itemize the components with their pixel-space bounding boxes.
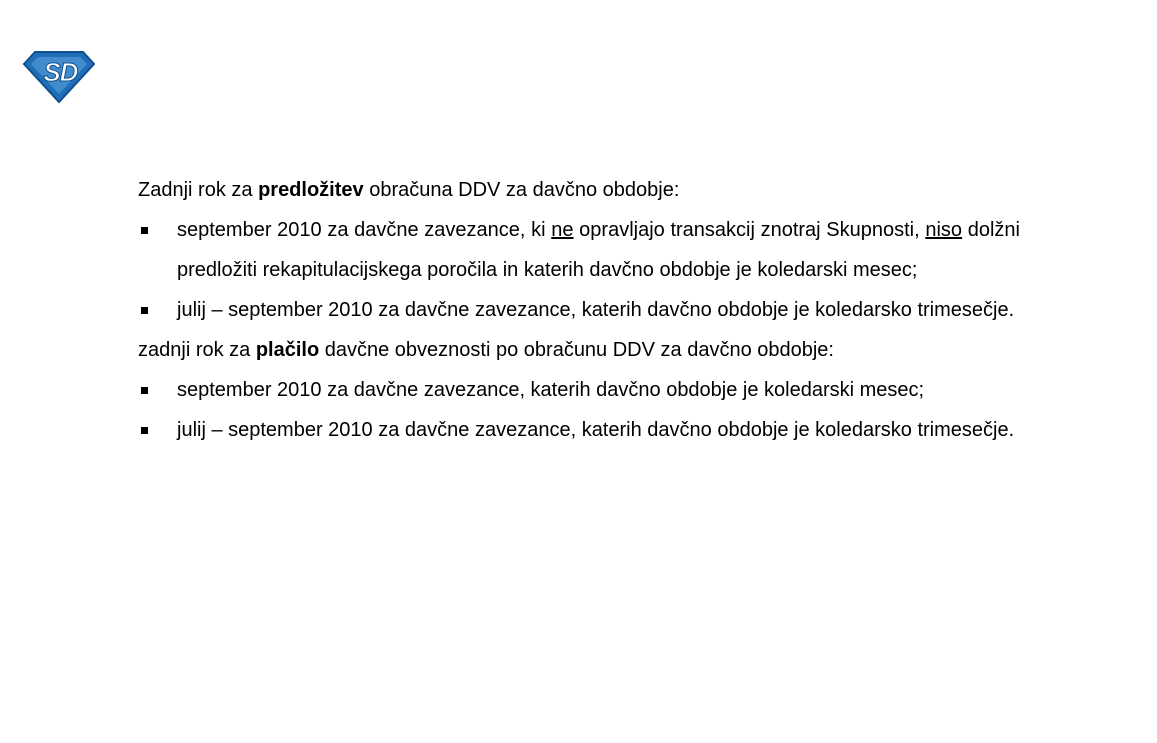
document-body <box>138 170 1020 450</box>
section2-list-item-1 <box>138 370 1020 410</box>
bullet-square-icon <box>141 427 148 434</box>
company-logo <box>22 48 96 104</box>
item-text: september 2010 za davčne zavezance, katerih davčno obdobje je koledarski mesec; <box>177 379 925 401</box>
section1-list-item-1 <box>138 210 1020 290</box>
section2-list-item-2 <box>138 410 1020 450</box>
item-text: september 2010 za davčne zavezance, ki <box>177 219 552 241</box>
section1-intro-bold: predložitev <box>258 179 364 201</box>
section1-list <box>138 210 1020 330</box>
bullet-square-icon <box>141 387 148 394</box>
svg-text:S: S <box>43 57 61 87</box>
section1-intro <box>138 170 1020 210</box>
section1-intro-text-end: obračuna DDV za davčno obdobje: <box>363 179 680 201</box>
bullet-square-icon <box>141 227 148 234</box>
section1-list-item-2 <box>138 290 1020 330</box>
section2-intro-text-end: davčne obveznosti po obračunu DDV za davčno obdobje: <box>319 339 834 361</box>
svg-text:D: D <box>59 57 79 87</box>
section2-list <box>138 370 1020 450</box>
underlined-word: ne <box>551 219 574 241</box>
section2-intro-bold: plačilo <box>255 339 320 361</box>
item-text: opravljajo transakcij znotraj Skupnosti, <box>573 219 926 241</box>
section2-intro-text: zadnji rok za <box>138 339 256 361</box>
section2-intro <box>138 330 1020 370</box>
item-text: dolžni predložiti rekapitulacijskega poročila in katerih davčno obdobje je koledarski mesec; <box>177 219 1020 281</box>
underlined-word: niso <box>925 219 963 241</box>
item-text: julij – september 2010 za davčne zavezance, katerih davčno obdobje je koledarsko trimesečje. <box>177 299 1015 321</box>
shield-logo-icon <box>22 48 96 104</box>
item-text: julij – september 2010 za davčne zavezance, katerih davčno obdobje je koledarsko trimesečje. <box>177 419 1015 441</box>
bullet-square-icon <box>141 307 148 314</box>
section1-intro-text: Zadnji rok za <box>138 179 259 201</box>
